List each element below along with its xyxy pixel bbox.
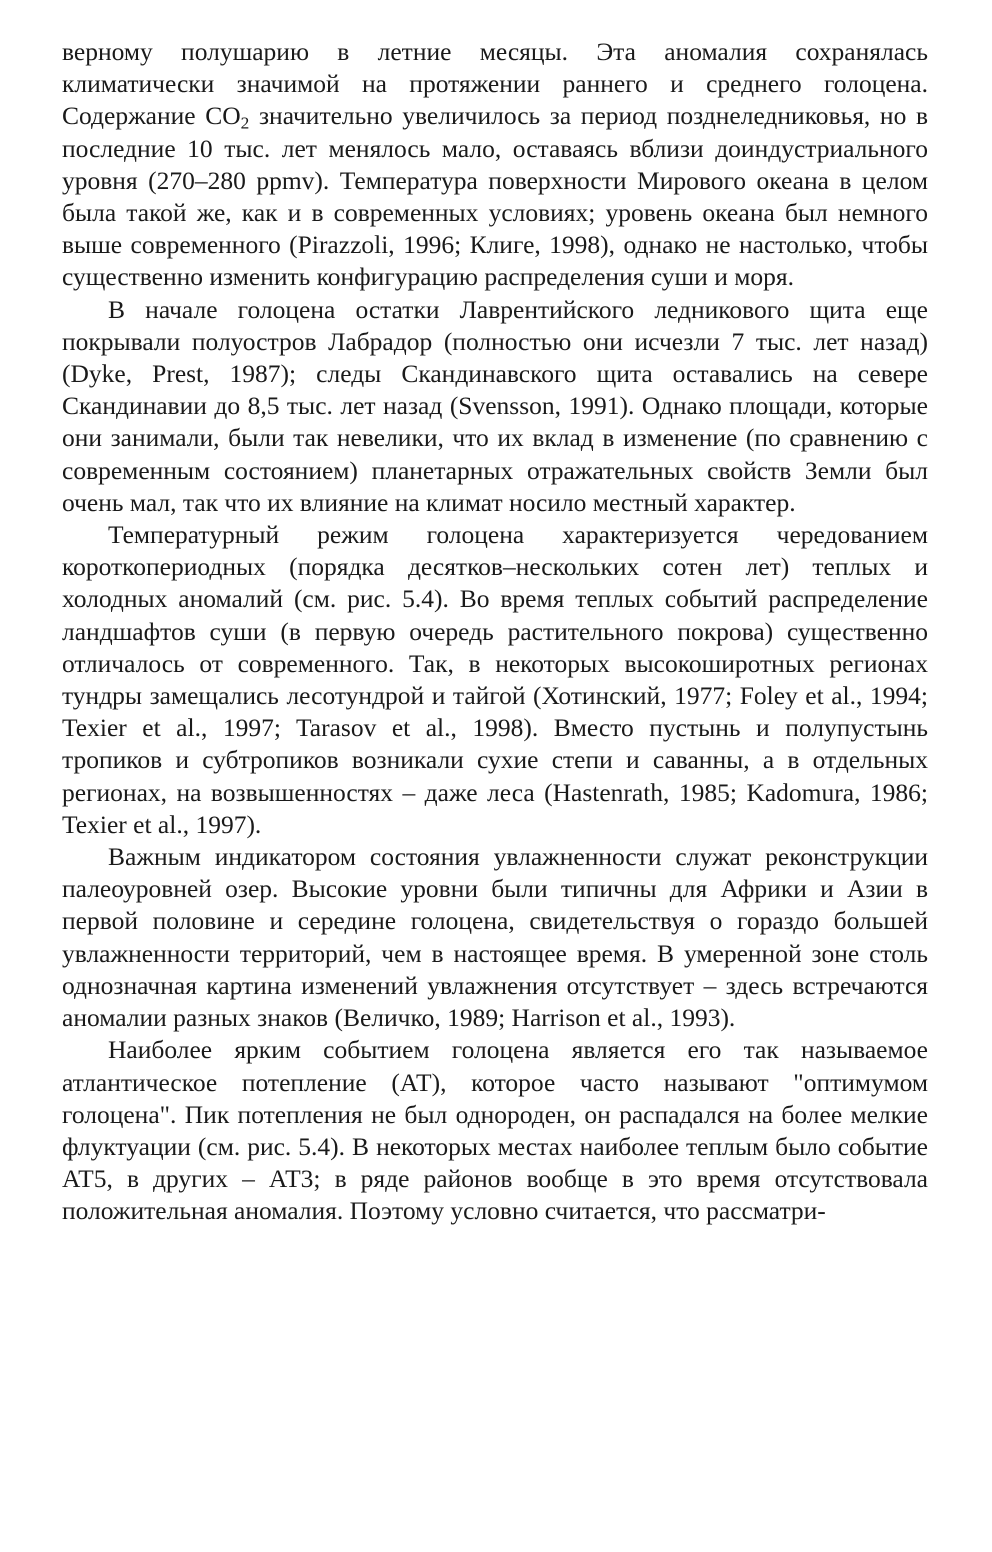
paragraph-2-text: В начале голоцена остатки Лаврентийского ледникового щита еще покрывали полуостров Лабрадор (полностью они исчезли 7 тыс. лет назад) (Dyke, Prest, 1987); следы Скандинавского щита оставались на севере Скандинавии до 8,5 тыс. лет назад (Svensson, 1991). Однако площади, которые они занимали, были так невелики, что их вклад в изменение (по сравнению с современным состоянием) планетарных отражательных свойств Земли был очень мал, так что их влияние на климат носило местный характер. [62,294,928,517]
paragraph-1-text-a: верному полушарию в летние месяцы. Эта аномалия сохранялась климатически значимой на протяжении раннего и среднего голоцена. Содержание CO [62,37,928,131]
paragraph-5 [62,1034,928,1227]
paragraph-4-text: Важным индикатором состояния увлажненности служат реконструкции палеоуровней озер. Высокие уровни были типичны для Африки и Азии в первой половине и середине голоцена, свидетельствуя о гораздо большей увлажненности территорий, чем в настоящее время. В умеренной зоне столь однозначная картина изменений увлажнения отсутствует – здесь встречаются аномалии разных знаков (Величко, 1989; Harrison et al., 1993). [62,842,928,1033]
paragraph-1-text-b: значительно увеличилось за период позднеледниковья, но в последние 10 тыс. лет менялось мало, оставаясь вблизи доиндустриального уровня (270–280 ppmv). Температура поверхности Мирового океана в целом была такой же, как и в современных условиях; уровень океана был немного выше современного (Pirazzoli, 1996; Клиге, 1998), однако не настолько, чтобы существенно изменить конфигурацию распределения суши и моря. [62,101,928,292]
paragraph-2 [62,294,928,519]
paragraph-1 [62,36,928,294]
paragraph-3-text: Температурный режим голоцена характеризуется чередованием короткопериодных (порядка десятков–нескольких сотен лет) теплых и холодных аномалий (см. рис. 5.4). Во время теплых событий распределение ландшафтов суши (в первую очередь растительного покрова) существенно отличалось от современного. Так, в некоторых высокоширотных регионах тундры замещались лесотундрой и тайгой (Хотинский, 1977; Foley et al., 1994; Texier et al., 1997; Tarasov et al., 1998). Вместо пустынь и полупустынь тропиков и субтропиков возникали сухие степи и саванны, а в отдельных регионах, на возвышенностях – даже леса (Hastenrath, 1985; Kadomura, 1986; Texier et al., 1997). [62,520,928,839]
document-page [62,36,928,1228]
paragraph-5-text: Наиболее ярким событием голоцена является его так называемое атлантическое потепление (АТ), которое часто называют "оптимумом голоцена". Пик потепления не был однороден, он распадался на более мелкие флуктуации (см. рис. 5.4). В некоторых местах наиболее теплым было событие АТ5, в других – АТ3; в ряде районов вообще в это время отсутствовала положительная аномалия. Поэтому условно считается, что рассматри- [62,1035,928,1226]
paragraph-4 [62,841,928,1034]
co2-subscript: 2 [240,113,250,133]
paragraph-3 [62,519,928,841]
